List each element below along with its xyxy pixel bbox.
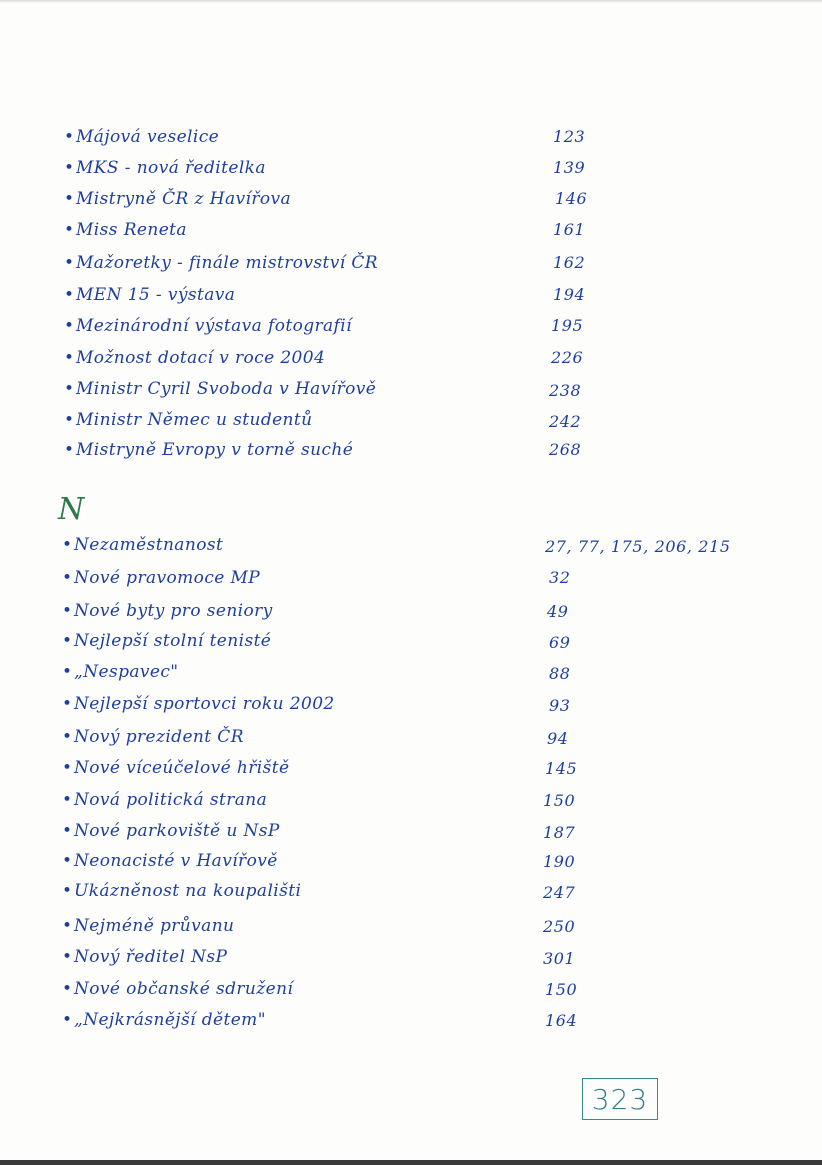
scan-edge-bottom: [0, 1160, 822, 1165]
entry-title: „Nejkrásnější dětem": [74, 1010, 266, 1030]
index-entry: [62, 723, 244, 751]
index-entry: [62, 754, 289, 782]
entry-page: 123: [553, 127, 586, 146]
entry-title: Nové byty pro seniory: [74, 601, 273, 621]
index-entry: [64, 375, 376, 403]
entry-title: Mažoretky - finále mistrovství ČR: [76, 253, 379, 273]
entry-page: 190: [543, 852, 576, 871]
bullet: •: [62, 947, 73, 967]
bullet: •: [64, 158, 75, 178]
bullet: •: [62, 601, 73, 621]
entry-page: 187: [543, 823, 576, 842]
entry-title: Nové parkoviště u NsP: [74, 821, 280, 841]
index-entry: [62, 690, 335, 718]
entry-title: Nové víceúčelové hřiště: [74, 758, 290, 778]
bullet: •: [62, 758, 73, 778]
entry-title: Mistryně ČR z Havířova: [76, 189, 292, 209]
index-entry: [62, 912, 234, 940]
bullet: •: [62, 631, 73, 651]
entry-title: Ministr Cyril Svoboda v Havířově: [76, 379, 377, 399]
entry-title: MKS - nová ředitelka: [76, 158, 266, 178]
index-entry: [64, 216, 187, 244]
index-entry: [62, 531, 223, 559]
bullet: •: [64, 253, 75, 273]
index-entry: [62, 877, 301, 905]
entry-page: 242: [549, 412, 582, 431]
index-entry: [62, 786, 267, 814]
bullet: •: [64, 348, 75, 368]
entry-page: 146: [555, 189, 588, 208]
bullet: •: [62, 979, 73, 999]
bullet: •: [64, 220, 75, 240]
entry-page: 150: [545, 980, 578, 999]
bullet: •: [62, 851, 73, 871]
index-entry: [64, 154, 266, 182]
index-entry: [62, 943, 227, 971]
index-entry: [64, 185, 291, 213]
entry-page: 32: [549, 568, 571, 587]
entry-page: 250: [543, 917, 576, 936]
bullet: •: [64, 440, 75, 460]
entry-page: 268: [549, 440, 582, 459]
bullet: •: [64, 127, 75, 147]
entry-title: Možnost dotací v roce 2004: [76, 348, 326, 368]
bullet: •: [62, 916, 73, 936]
index-entry: [62, 975, 293, 1003]
index-entry: [62, 817, 280, 845]
bullet: •: [62, 535, 73, 555]
entry-page: 49: [547, 602, 569, 621]
bullet: •: [62, 821, 73, 841]
index-entry: [62, 658, 179, 686]
bullet: •: [64, 410, 75, 430]
entry-title: Nové občanské sdružení: [74, 979, 294, 999]
entry-title: Nové pravomoce MP: [74, 568, 261, 588]
index-entry: [64, 249, 378, 277]
entry-title: Mistryně Evropy v torně suché: [76, 440, 354, 460]
entry-page: 69: [549, 633, 571, 652]
entry-page: 139: [553, 158, 586, 177]
entry-page: 162: [553, 253, 586, 272]
entry-page: 164: [545, 1011, 578, 1030]
entry-title: MEN 15 - výstava: [76, 285, 236, 305]
entry-page: 195: [551, 316, 584, 335]
bullet: •: [62, 568, 73, 588]
entry-title: Mezinárodní výstava fotografií: [76, 316, 352, 336]
entry-page: 161: [553, 220, 586, 239]
index-entry: [64, 406, 313, 434]
entry-title: „Nespavec": [74, 662, 179, 682]
entry-title: Neonacisté v Havířově: [74, 851, 278, 871]
entry-page: 247: [543, 883, 576, 902]
bullet: •: [62, 662, 73, 682]
entry-title: Nezaměstnanost: [74, 535, 224, 555]
index-entry: [62, 564, 260, 592]
index-entry: [64, 281, 235, 309]
entry-page: 93: [549, 696, 571, 715]
entry-title: Nejlepší sportovci roku 2002: [74, 694, 335, 714]
scan-edge-top: [0, 0, 822, 3]
bullet: •: [62, 694, 73, 714]
bullet: •: [64, 189, 75, 209]
bullet: •: [64, 379, 75, 399]
entry-page: 88: [549, 664, 571, 683]
index-entry: [64, 312, 352, 340]
bullet: •: [62, 881, 73, 901]
entry-page: 27, 77, 175, 206, 215: [545, 537, 731, 556]
entry-page: 150: [543, 791, 576, 810]
entry-page: 94: [547, 729, 569, 748]
entry-page: 238: [549, 381, 582, 400]
index-entry: [62, 627, 271, 655]
entry-title: Miss Reneta: [76, 220, 187, 240]
entry-title: Nejméně průvanu: [74, 916, 235, 936]
entry-page: 226: [551, 348, 584, 367]
entry-title: Nejlepší stolní tenisté: [74, 631, 272, 651]
page-number-stamp: 323: [582, 1078, 658, 1120]
entry-page: 301: [543, 949, 576, 968]
entry-title: Nový prezident ČR: [74, 727, 244, 747]
bullet: •: [62, 727, 73, 747]
entry-title: Májová veselice: [76, 127, 220, 147]
entry-title: Nový ředitel NsP: [74, 947, 228, 967]
section-letter: N: [58, 492, 85, 527]
bullet: •: [62, 1010, 73, 1030]
entry-title: Ukázněnost na koupališti: [74, 881, 302, 901]
index-entry: [62, 1006, 266, 1034]
bullet: •: [64, 285, 75, 305]
entry-page: 194: [553, 285, 586, 304]
index-entry: [64, 436, 353, 464]
bullet: •: [64, 316, 75, 336]
index-entry: [62, 847, 278, 875]
index-entry: [64, 123, 219, 151]
index-entry: [64, 344, 325, 372]
bullet: •: [62, 790, 73, 810]
index-entry: [62, 597, 273, 625]
entry-title: Ministr Němec u studentů: [76, 410, 313, 430]
entry-title: Nová politická strana: [74, 790, 268, 810]
entry-page: 145: [545, 759, 578, 778]
